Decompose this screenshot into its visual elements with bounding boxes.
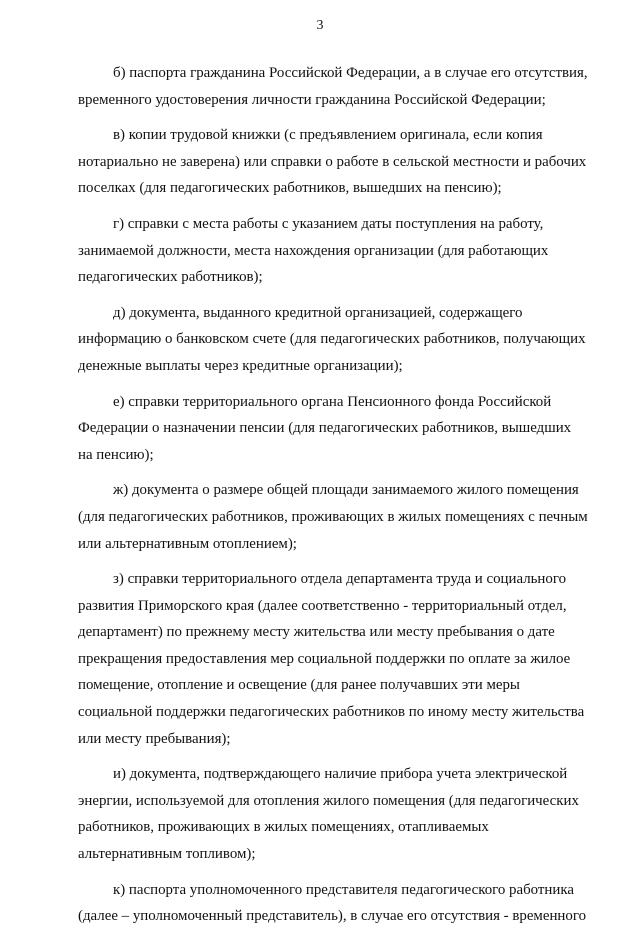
paragraph-v: в) копии трудовой книжки (с предъявлением оригинала, если копия нотариально не заверена) или справки о работе в сельской местности и рабочих поселках (для педагогических работников, вышедших на пенсию); xyxy=(78,127,587,197)
document-body xyxy=(78,60,600,939)
paragraph-d: д) документа, выданного кредитной организацией, содержащего информацию о банковском счете (для педагогических работников, получающих денежные выплаты через кредитные организации); xyxy=(78,304,586,374)
paragraph-z: з) справки территориального отдела департамента труда и социального развития Приморского края (далее соответственно - территориальный отдел, департамент) по прежнему месту жительства или месту пребывания о дате прекращения предоставления мер социальной поддержки по оплате за жилое помещение, отопление и освещение (для ранее получавших эти меры социальной поддержки педагогических работников по иному месту жительства или месту пребывания); xyxy=(78,571,585,747)
paragraph-b: б) паспорта гражданина Российской Федерации, а в случае его отсутствия, временного удостоверения личности гражданина Российской Федерации; xyxy=(78,65,588,108)
paragraph-k: к) паспорта уполномоченного представителя педагогического работника (далее – уполномоченный представитель), в случае его отсутствия - временного xyxy=(78,881,587,925)
paragraph-e: е) справки территориального органа Пенсионного фонда Российской Федерации о назначении пенсии (для педагогических работников, вышедших на пенсию); xyxy=(78,393,572,463)
paragraph-zh: ж) документа о размере общей площади занимаемого жилого помещения (для педагогических работников, проживающих в жилых помещениях с печным или альтернативным отоплением); xyxy=(78,482,588,552)
paragraph-i: и) документа, подтверждающего наличие прибора учета электрической энергии, используемой для отопления жилого помещения (для педагогических работников, проживающих в жилых помещениях, отапливаемых альтернативным топливом); xyxy=(78,766,579,863)
paragraph-g: г) справки с места работы с указанием даты поступления на работу, занимаемой должности, места нахождения организации (для работающих педагогических работников); xyxy=(78,215,549,286)
page-number: 3 xyxy=(316,18,324,33)
